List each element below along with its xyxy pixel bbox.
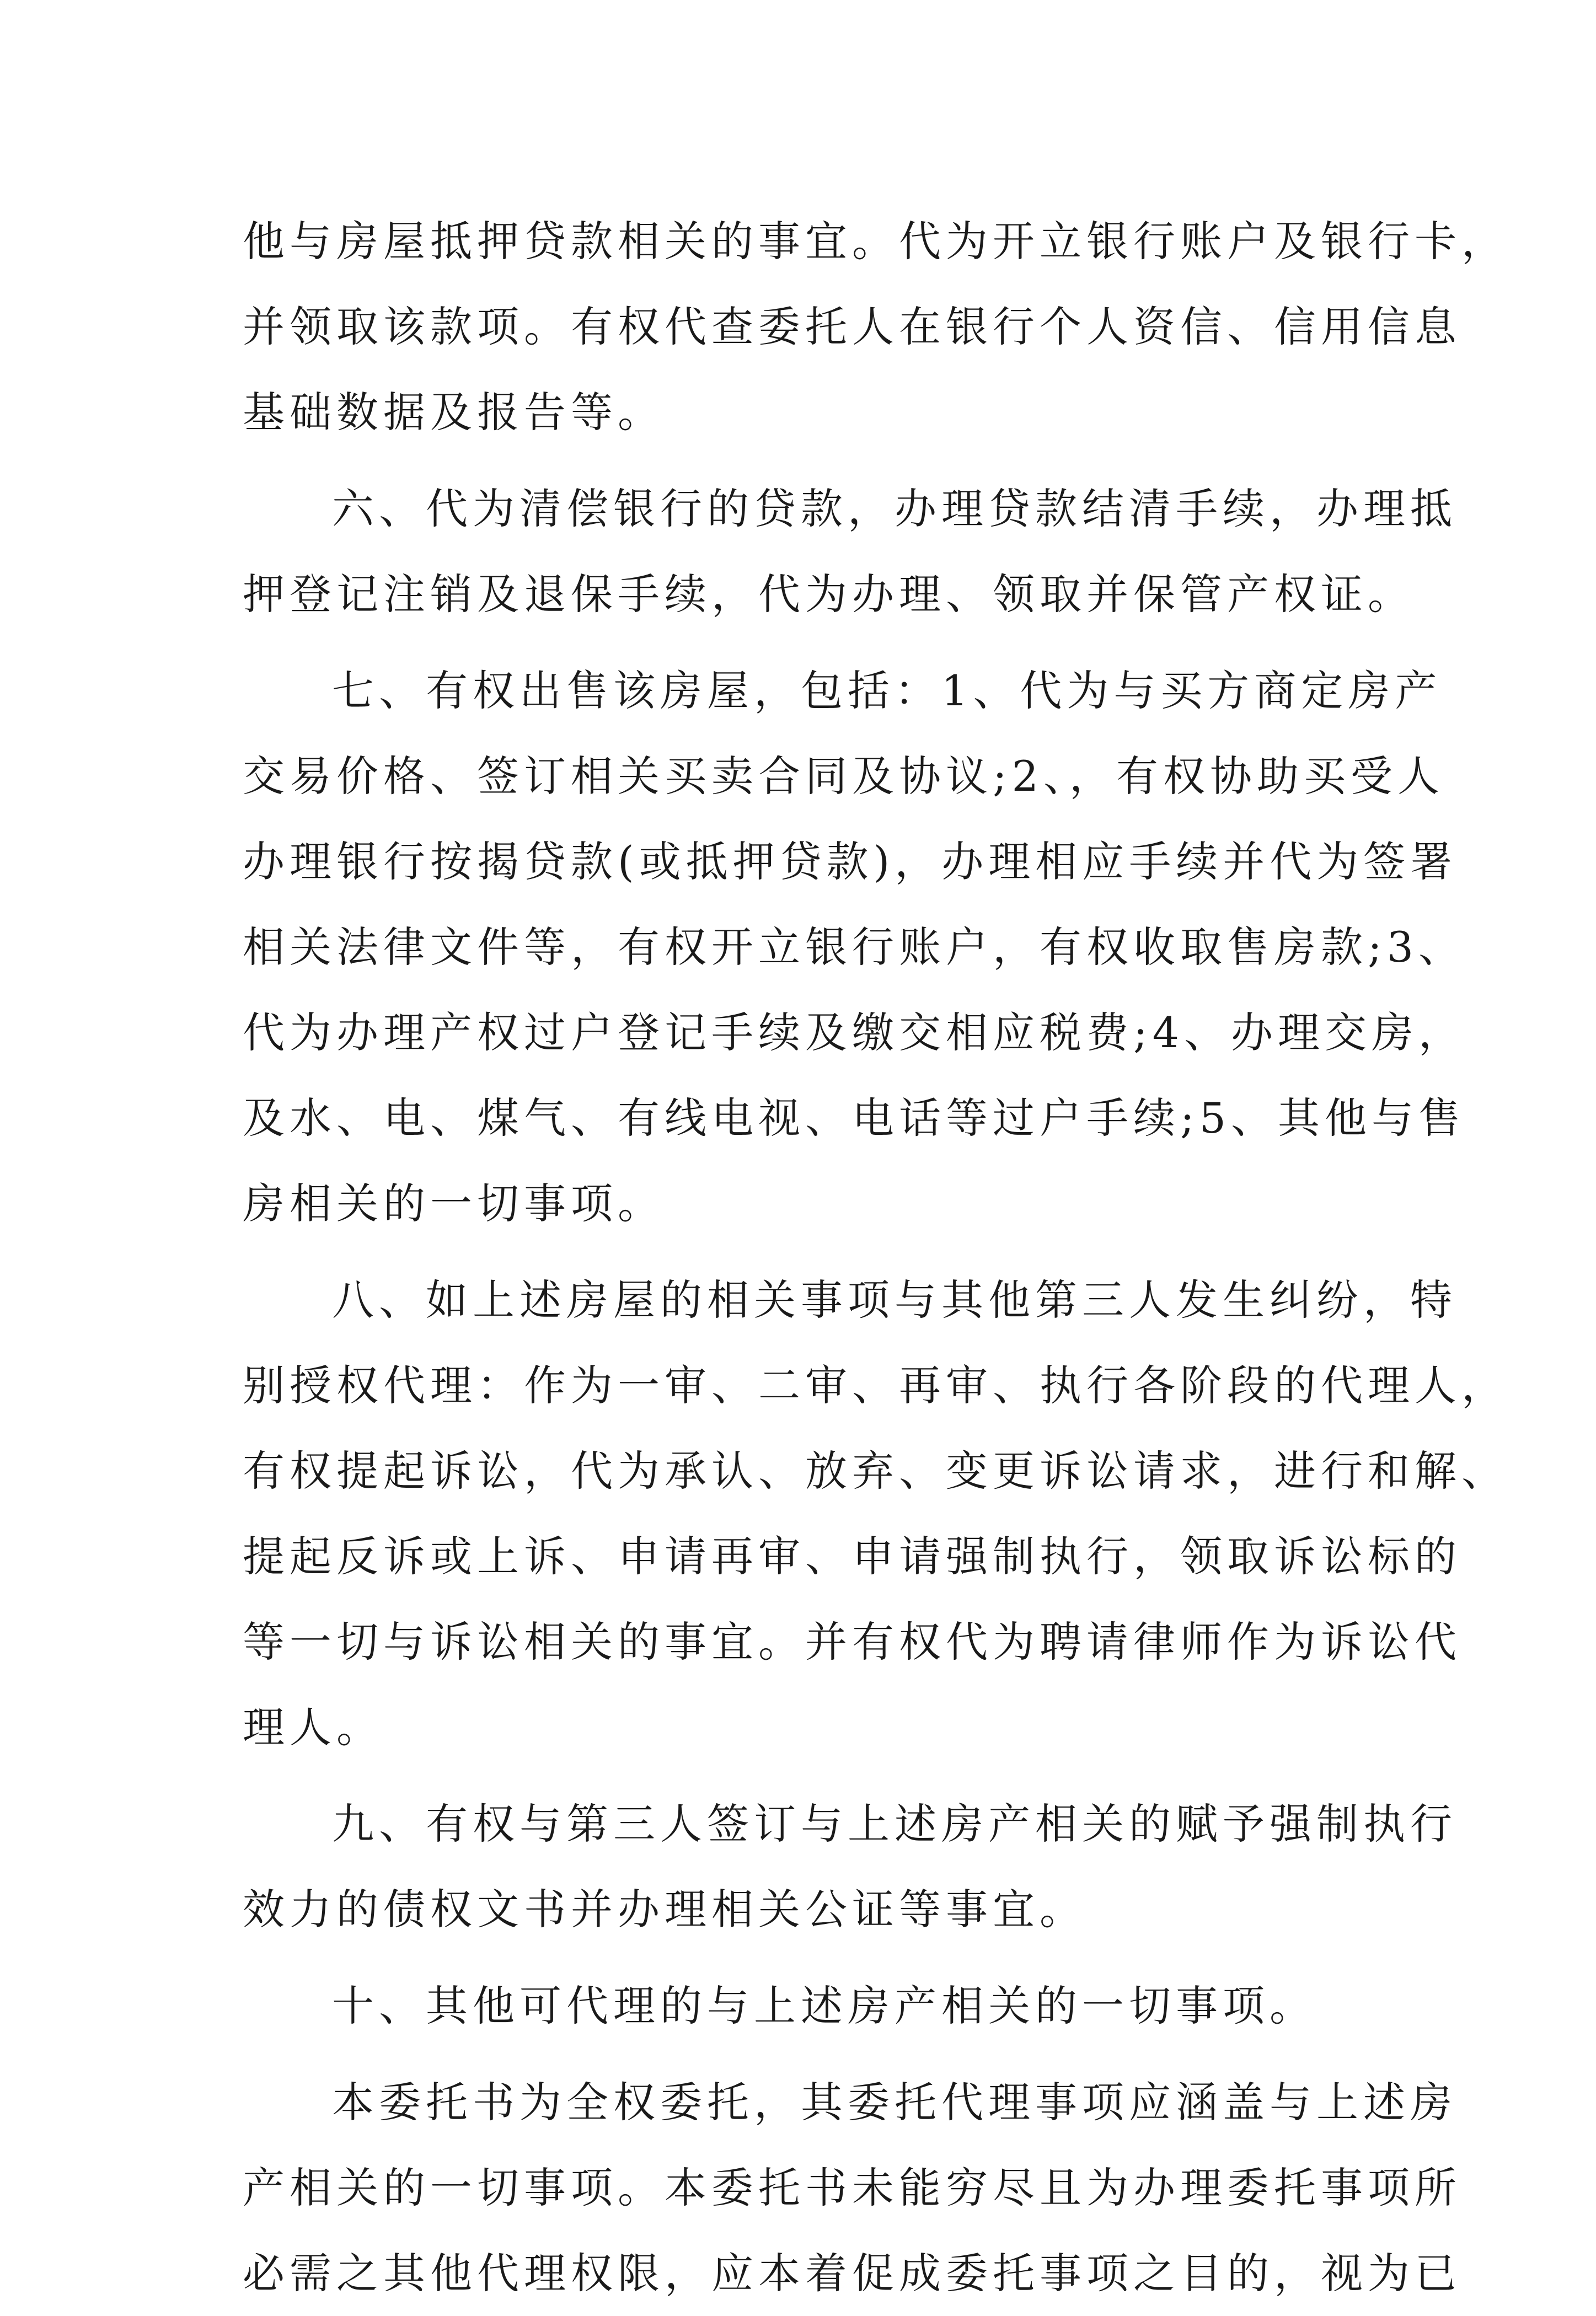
text-line: 房相关的一切事项。 xyxy=(243,1179,665,1228)
text-line: 效力的债权文书并办理相关公证等事宜。 xyxy=(243,1885,1086,1934)
text-line: 十、其他可代理的与上述房产相关的一切事项。 xyxy=(332,1981,1316,2030)
text-line: 八、如上述房屋的相关事项与其他第三人发生纠纷，特 xyxy=(332,1275,1457,1325)
text-line: 本委托书为全权委托，其委托代理事项应涵盖与上述房 xyxy=(332,2078,1457,2127)
text-line: 押登记注销及退保手续，代为办理、领取并保管产权证。 xyxy=(243,570,1415,619)
text-line: 六、代为清偿银行的贷款，办理贷款结清手续，办理抵 xyxy=(332,484,1457,533)
text-line: 等一切与诉讼相关的事宜。并有权代为聘请律师作为诉讼代 xyxy=(243,1617,1461,1666)
text-line: 并领取该款项。有权代查委托人在银行个人资信、信用信息 xyxy=(243,302,1461,351)
text-line: 代为办理产权过户登记手续及缴交相应税费;4、办理交房， xyxy=(243,1008,1465,1057)
document-body xyxy=(243,199,1508,2316)
text-line: 他与房屋抵押贷款相关的事宜。代为开立银行账户及银行卡， xyxy=(243,217,1508,266)
text-line: 交易价格、签订相关买卖合同及协议;2、，有权协助买受人 xyxy=(243,752,1444,801)
text-line: 及水、电、煤气、有线电视、电话等过户手续;5、其他与售 xyxy=(243,1093,1465,1143)
text-line: 办理银行按揭贷款(或抵押贷款)，办理相应手续并代为签署 xyxy=(243,837,1458,886)
text-line: 基础数据及报告等。 xyxy=(243,388,665,437)
text-line: 别授权代理：作为一审、二审、再审、执行各阶段的代理人， xyxy=(243,1361,1508,1410)
text-line: 九、有权与第三人签订与上述房产相关的赋予强制执行 xyxy=(332,1799,1457,1848)
text-line: 七、有权出售该房屋，包括：1、代为与买方商定房产 xyxy=(332,666,1442,715)
text-line: 产相关的一切事项。本委托书未能穷尽且为办理委托事项所 xyxy=(243,2163,1461,2212)
text-line: 必需之其他代理权限，应本着促成委托事项之目的，视为已 xyxy=(243,2249,1461,2298)
text-line: 相关法律文件等，有权开立银行账户，有权收取售房款;3、 xyxy=(243,923,1465,972)
text-line: 理人。 xyxy=(243,1703,383,1752)
text-line: 有权提起诉讼，代为承认、放弃、变更诉讼请求，进行和解、 xyxy=(243,1446,1508,1495)
text-line: 提起反诉或上诉、申请再审、申请强制执行，领取诉讼标的 xyxy=(243,1532,1461,1581)
